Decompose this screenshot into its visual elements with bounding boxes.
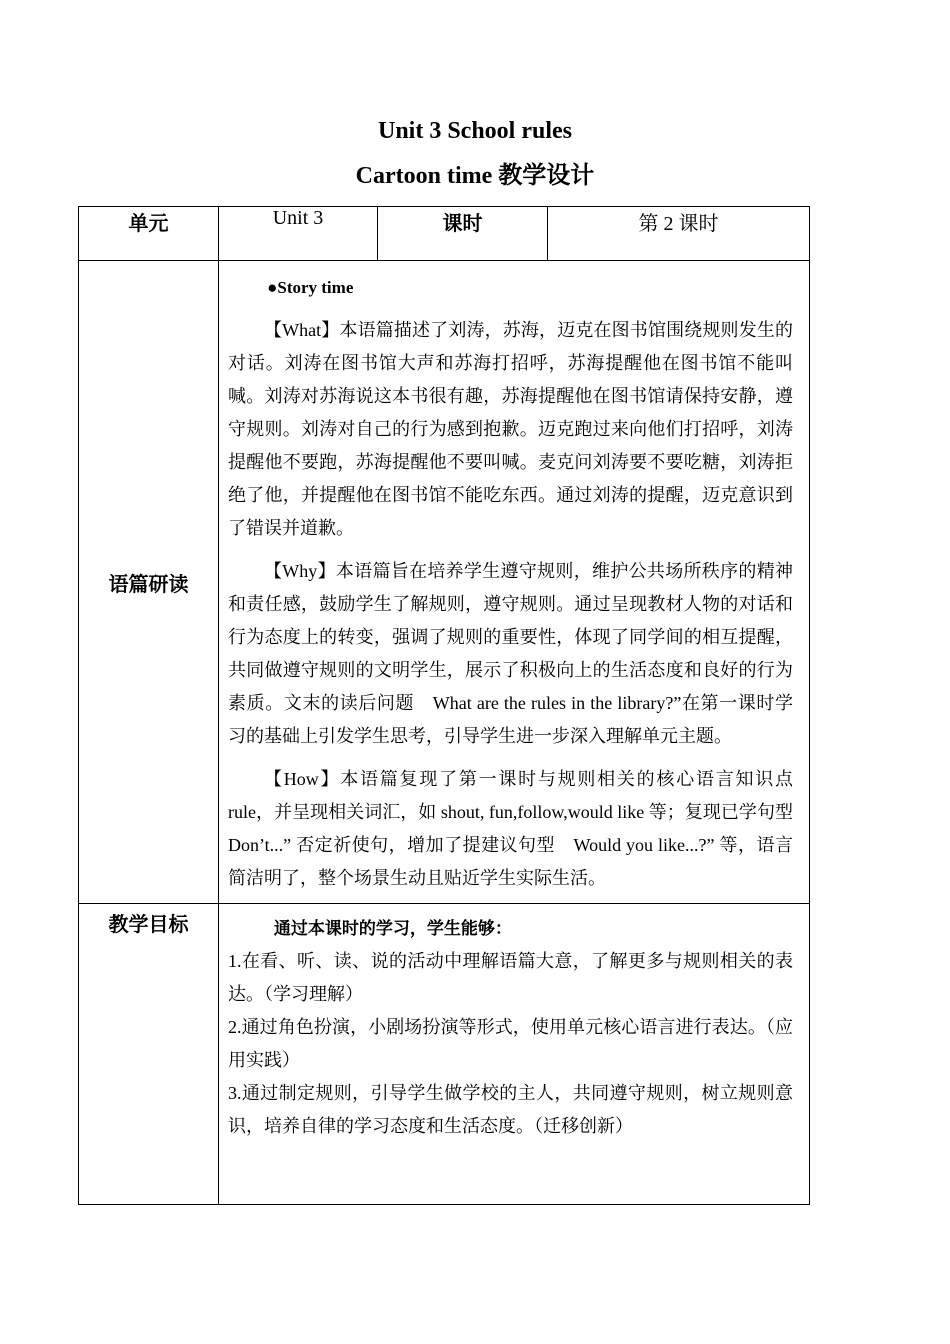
document-title: Unit 3 School rules	[377, 118, 572, 144]
story-time-heading: ●Story time	[267, 278, 354, 297]
document-subtitle: Cartoon time 教学设计	[355, 163, 595, 189]
what-paragraph: 【What】本语篇描述了刘涛，苏海，迈克在图书馆围绕规则发生的对话。刘涛在图书馆大声和苏海打招呼，苏海提醒他在图书馆不能叫喊。刘涛对苏海说这本书很有趣，苏海提醒他在图书馆请保持安静，遵守规则。刘涛对自己的行为感到抱歉。迈克跑过来向他们打招呼，刘涛提醒他不要跑，苏海提醒他不要叫喊。麦克问刘涛要不要吃糖，刘涛拒绝了他，并提醒他在图书馆不能吃东西。通过刘涛的提醒，迈克意识到了错误并道歉。	[228, 320, 793, 538]
analysis-label: 语篇研读	[79, 261, 219, 904]
objective-item: 1.在看、听、读、说的活动中理解语篇大意，了解更多与规则相关的表达。（学习理解）	[228, 951, 793, 1004]
unit-label: 单元	[79, 207, 219, 261]
header-row	[79, 207, 810, 261]
why-paragraph: 【Why】本语篇旨在培养学生遵守规则，维护公共场所秩序的精神和责任感，鼓励学生了解规则，遵守规则。通过呈现教材人物的对话和行为态度上的转变，强调了规则的重要性，体现了同学间的相互提醒，共同做遵守规则的文明学生，展示了积极向上的生活态度和良好的行为素质。文末的读后问题 What are the rules in the library?”在第一课时学习的基础上引发学生思考，引导学生进一步深入理解单元主题。	[228, 561, 793, 746]
how-paragraph: 【How】本语篇复现了第一课时与规则相关的核心语言知识点 rule，并呈现相关词汇，如 shout, fun,follow,would like 等；复现已学句型 Don’t...” 否定祈使句，增加了提建议句型 Would you like...?” 等，语言简洁明了，整个场景生动且贴近学生实际生活。	[228, 769, 811, 888]
objective-item: 2.通过角色扮演，小剧场扮演等形式，使用单元核心语言进行表达。（应用实践）	[228, 1017, 793, 1070]
unit-value: Unit 3	[219, 207, 378, 261]
period-value: 第 2 课时	[548, 207, 810, 261]
lesson-plan-table	[78, 206, 810, 1205]
objectives-label: 教学目标	[79, 904, 219, 1205]
objective-item: 3.通过制定规则，引导学生做学校的主人，共同遵守规则，树立规则意识，培养自律的学习态度和生活态度。（迁移创新）	[228, 1083, 793, 1136]
objectives-lead: 通过本课时的学习，学生能够：	[273, 919, 512, 938]
objectives-row	[79, 904, 810, 1205]
period-label: 课时	[378, 207, 548, 261]
analysis-content	[219, 261, 810, 904]
objectives-content	[219, 904, 810, 1205]
analysis-row	[79, 261, 810, 904]
